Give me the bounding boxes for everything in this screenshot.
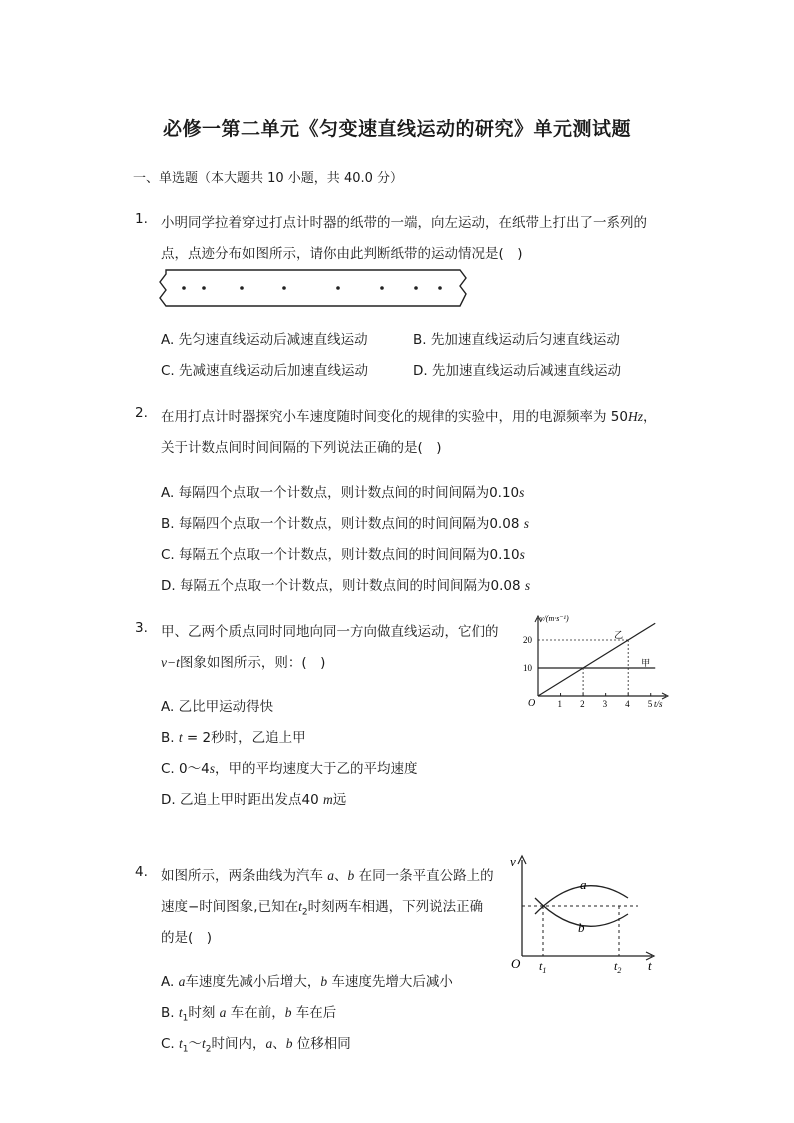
option-text: C. (161, 1036, 180, 1052)
option-text: A. 每隔四个点取一个计数点，则计数点间的时间间隔为0.10 (161, 485, 520, 501)
option-b[interactable] (161, 1001, 336, 1024)
var-t: t (298, 899, 302, 914)
tick-t2: $t_2$ (614, 959, 622, 974)
var-a: a (178, 974, 186, 989)
question-text: 的是( ) (161, 930, 213, 946)
option-text: D. 乙追上甲时距出发点40 (161, 792, 323, 808)
x-tick-label: 3 (602, 699, 608, 709)
question-text: 甲、乙两个质点同时同地向同一方向做直线运动，它们的 (161, 624, 499, 640)
series-line-yi (538, 623, 655, 696)
var-t: t (179, 1036, 183, 1051)
var-b: b (347, 868, 355, 883)
question-number: 1. (135, 211, 148, 227)
subscript: 2 (205, 1044, 212, 1055)
tape-dot (182, 286, 186, 290)
option-text: 位移相同 (292, 1036, 351, 1052)
option-c[interactable] (161, 757, 417, 777)
unit: m (322, 792, 333, 807)
var-b: b (284, 1005, 292, 1020)
vt-chart-jia-yi (522, 612, 672, 712)
option-d[interactable]: D. 先加速直线运动后减速直线运动 (413, 363, 621, 379)
x-tick-label: 5 (647, 699, 653, 709)
tape-dot (380, 286, 384, 290)
tape-dot (336, 286, 340, 290)
y-tick-label: 20 (523, 635, 532, 645)
question-number: 3. (135, 620, 148, 636)
option-d[interactable] (161, 788, 346, 808)
option-d[interactable] (161, 574, 530, 594)
option-b[interactable] (161, 726, 306, 746)
y-axis-label: v (510, 854, 516, 869)
option-text: 车速度先减小后增大， (185, 974, 321, 990)
tape-dot (414, 286, 418, 290)
question-text-part: 、 (334, 868, 348, 884)
var-a: a (327, 868, 335, 883)
x-axis-label: t (648, 958, 652, 973)
question-text-part: 速度−时间图象,已知在 (161, 899, 299, 915)
var-a: a (265, 1036, 273, 1051)
section-heading: 一、单选题（本大题共 10 小题，共 40.0 分） (133, 171, 404, 186)
option-text: B. (161, 1005, 179, 1021)
y-axis-label: v/(m·s⁻¹) (540, 614, 569, 623)
question-text (161, 405, 656, 425)
x-axis-label: t/s (654, 699, 663, 709)
option-text: 车在前， (226, 1005, 285, 1021)
option-c[interactable] (161, 1032, 351, 1055)
option-text: C. 每隔五个点取一个计数点，则计数点间的时间间隔为0.10 (161, 547, 520, 563)
question-text-part: 在用打点计时器探究小车速度随时间变化的规律的实验中，用的电源频率为 50 (161, 409, 628, 425)
option-text: B. (161, 730, 179, 746)
option-text: 车速度先增大后减小 (327, 974, 453, 990)
subscript: 1 (182, 1044, 189, 1055)
option-text: ～ (188, 1036, 203, 1052)
page-title: 必修一第二单元《匀变速直线运动的研究》单元测试题 (162, 118, 631, 140)
var-t: t (178, 730, 183, 745)
question-text (161, 895, 483, 918)
vt-symbol: v−t (161, 655, 180, 670)
question-number: 2. (135, 405, 148, 421)
option-text: D. 每隔五个点取一个计数点，则计数点间的时间间隔为0.08 (161, 578, 525, 594)
tape-dot (282, 286, 286, 290)
curve-b-label: b (578, 920, 585, 935)
var-b: b (320, 974, 328, 989)
option-c[interactable] (161, 543, 525, 563)
option-text: B. 每隔四个点取一个计数点，则计数点间的时间间隔为0.08 (161, 516, 524, 532)
option-text: 远 (332, 792, 347, 808)
origin-label: O (528, 698, 536, 709)
option-text: C. 0～4 (161, 761, 210, 777)
question-text: 点，点迹分布如图所示，请你由此判断纸带的运动情况是( ) (161, 246, 523, 262)
unit-hz: Hz (627, 409, 643, 424)
question-text (161, 651, 325, 671)
tape-dots (182, 286, 442, 290)
subscript: 2 (301, 907, 308, 918)
question-text: 小明同学拉着穿过打点计时器的纸带的一端，向左运动，在纸带上打出了一系列的 (161, 215, 647, 231)
unit: s (523, 516, 529, 531)
tape-figure (158, 266, 470, 312)
option-b[interactable]: B. 先加速直线运动后匀速直线运动 (413, 332, 620, 348)
option-b[interactable] (161, 512, 529, 532)
series-label-jia: 甲 (641, 658, 651, 668)
tape-dot (202, 286, 206, 290)
unit: s (519, 547, 525, 562)
y-tick-label: 10 (523, 663, 532, 673)
option-text: ，甲的平均速度大于乙的平均速度 (214, 761, 418, 777)
curve-a-label: a (580, 877, 587, 892)
unit: s (209, 761, 215, 776)
question-text: 关于计数点间时间间隔的下列说法正确的是( ) (161, 440, 442, 456)
var-t: t (178, 1005, 183, 1020)
option-text: A. (161, 974, 179, 990)
option-text: = 2秒时，乙追上甲 (182, 730, 306, 746)
option-a[interactable] (161, 481, 524, 501)
question-text-part: 如图所示，两条曲线为汽车 (161, 868, 328, 884)
var-a: a (219, 1005, 227, 1020)
question-text (161, 864, 494, 884)
question-text-part: 在同一条平直公路上的 (354, 868, 494, 884)
series-label-yi: 乙 (614, 630, 624, 640)
tape-outline (160, 270, 466, 306)
tick-t1: $t_1$ (539, 959, 547, 974)
option-a[interactable] (161, 970, 453, 990)
unit: s (519, 485, 525, 500)
option-text: 时刻 (188, 1005, 220, 1021)
option-text: 车在后 (291, 1005, 337, 1021)
vt-chart-ab (508, 852, 660, 974)
var-b: b (285, 1036, 293, 1051)
question-number: 4. (135, 864, 148, 880)
option-a[interactable]: A. 先匀速直线运动后减速直线运动 (161, 332, 368, 348)
question-text-part: 时刻两车相遇，下列说法正确 (307, 899, 484, 915)
var-t: t (202, 1036, 206, 1051)
option-a[interactable]: A. 乙比甲运动得快 (161, 699, 274, 715)
question-text-part: 图象如图所示，则：( ) (179, 655, 326, 671)
x-tick-label: 1 (557, 699, 563, 709)
x-tick-label: 2 (580, 699, 585, 709)
tape-dot (438, 286, 442, 290)
option-text: 、 (272, 1036, 286, 1052)
origin-label: O (511, 956, 521, 971)
subscript: 1 (182, 1013, 189, 1024)
tape-dot (240, 286, 244, 290)
question-text-part: ， (642, 409, 657, 425)
x-tick-label: 4 (625, 699, 630, 709)
option-c[interactable]: C. 先减速直线运动后加速直线运动 (161, 363, 369, 379)
unit: s (524, 578, 531, 593)
option-text: 时间内， (211, 1036, 266, 1052)
